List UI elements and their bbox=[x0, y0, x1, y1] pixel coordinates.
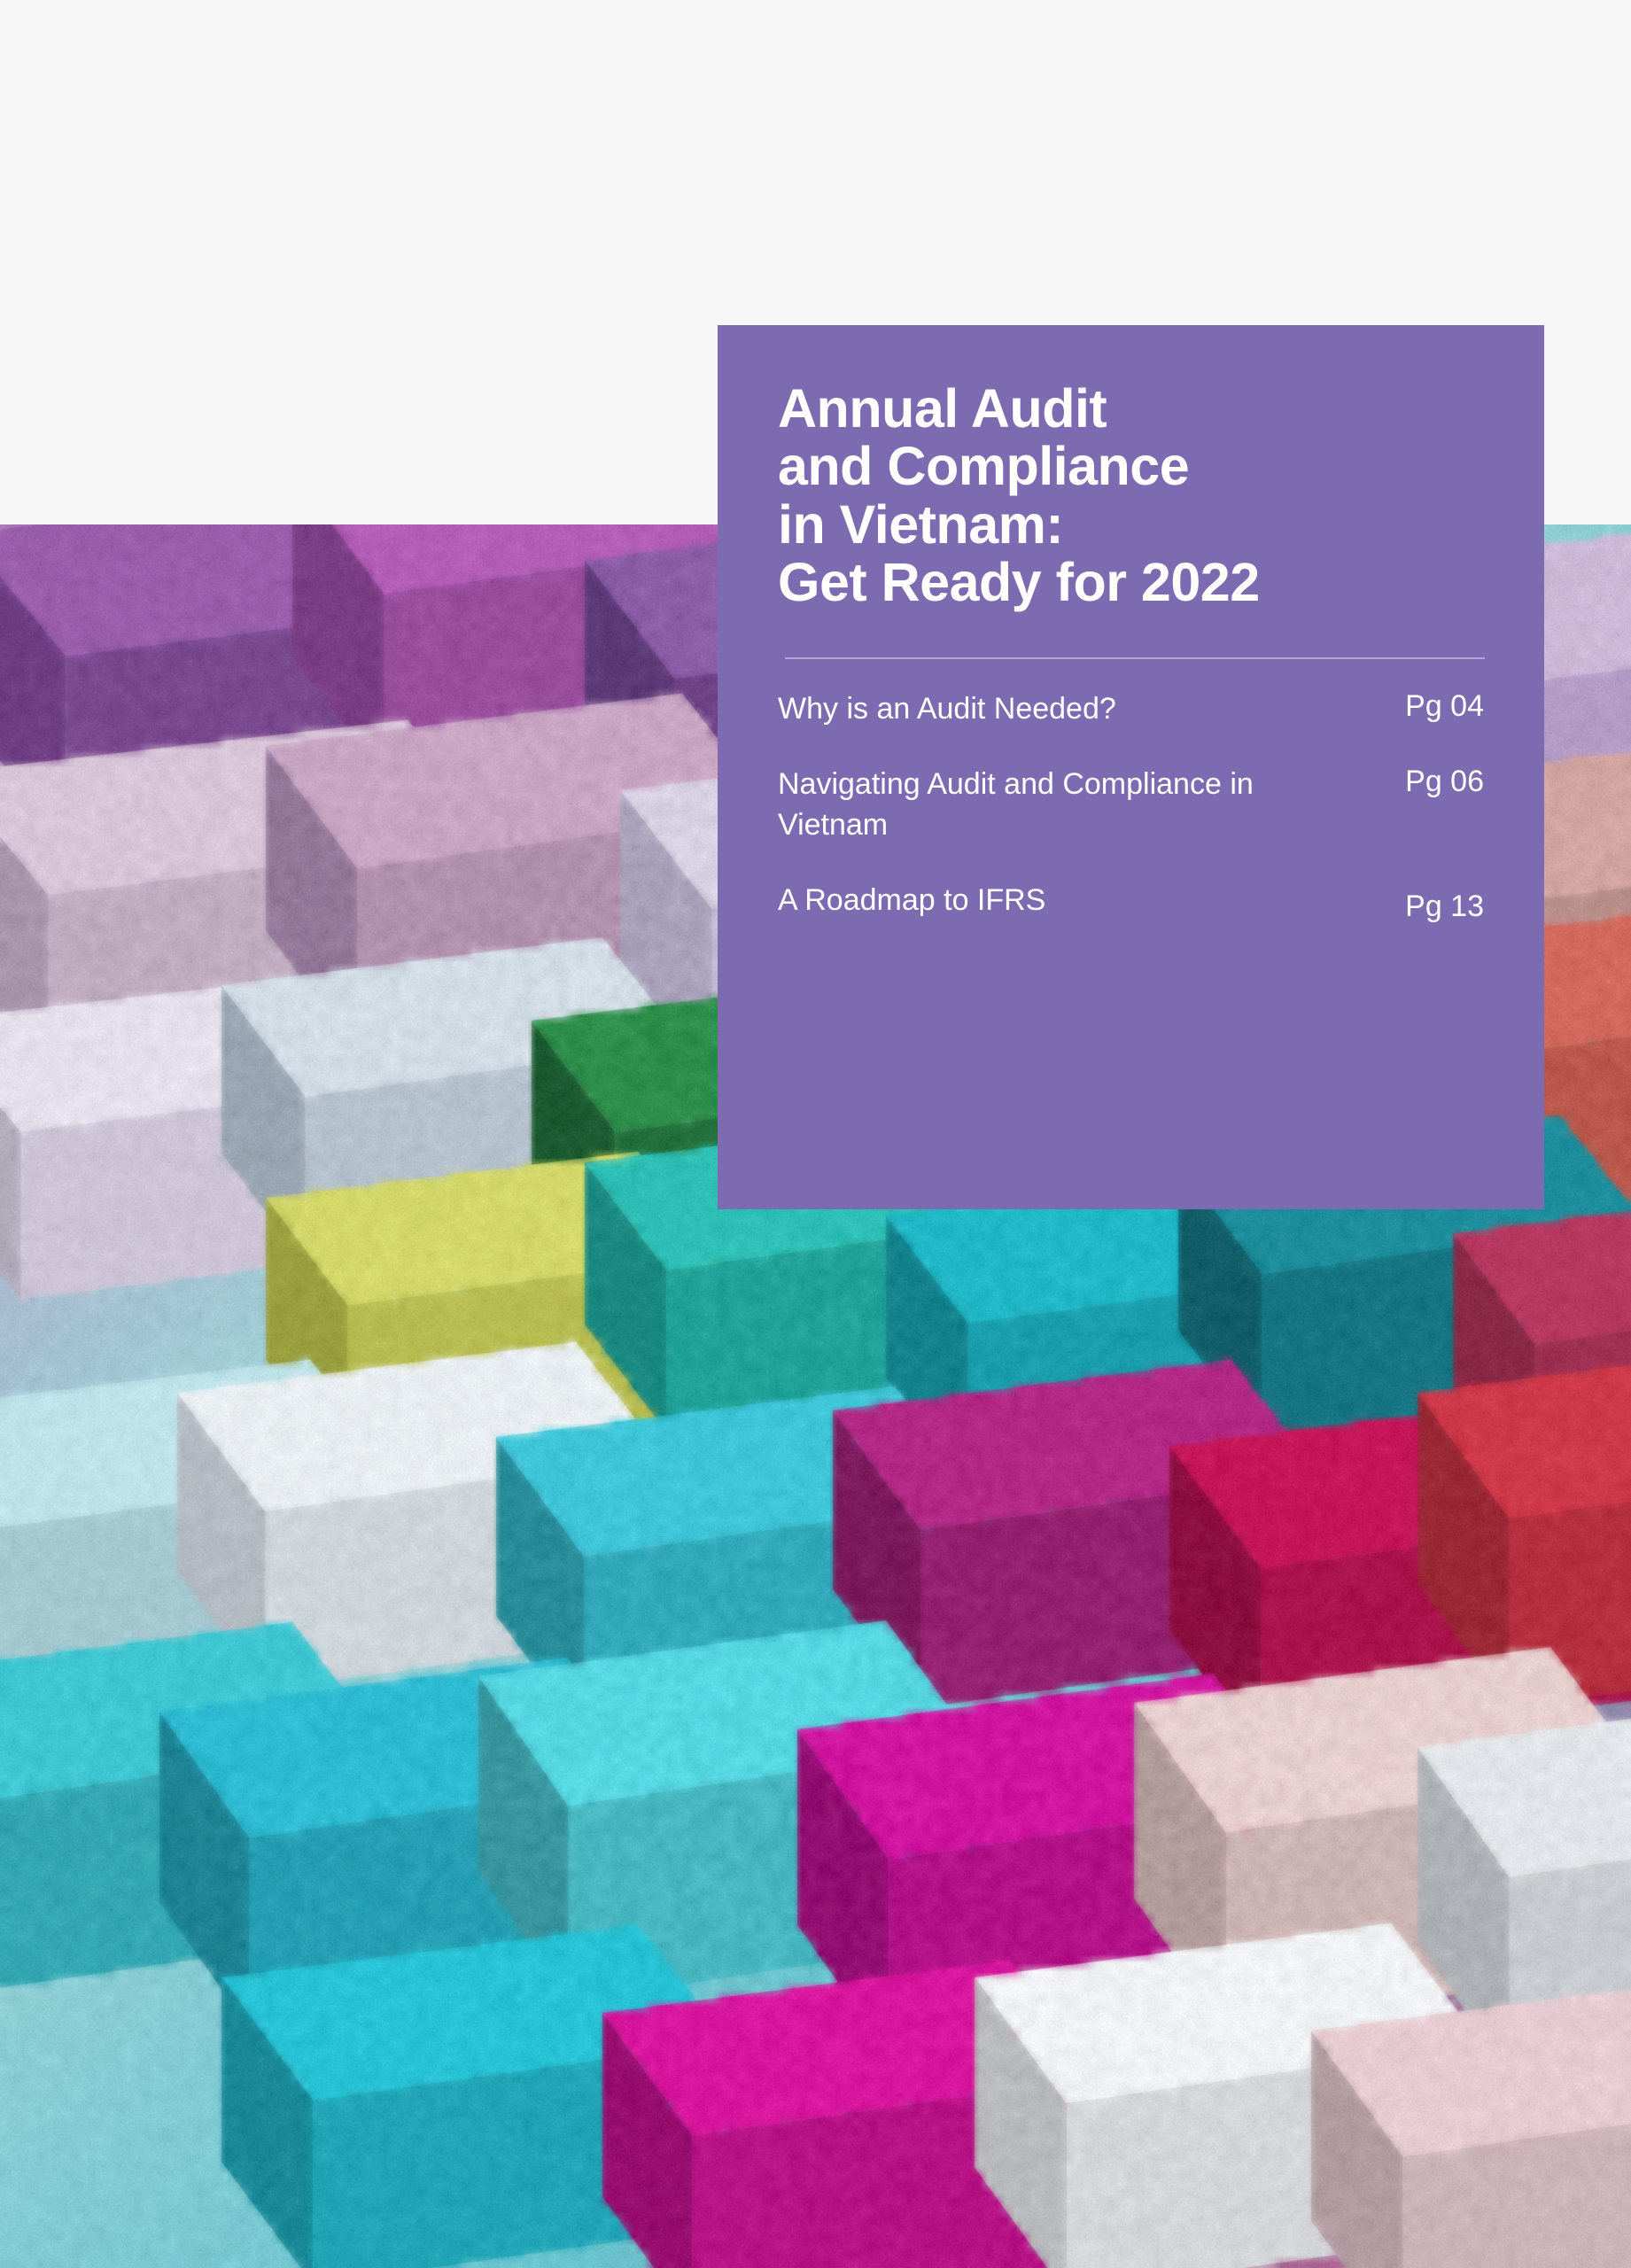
toc-entry[interactable] bbox=[778, 689, 1484, 729]
panel-divider bbox=[785, 657, 1485, 659]
toc-entry-label: Navigating Audit and Compliance in Vietnam bbox=[778, 767, 1254, 842]
cover-title-line-3: in Vietnam: bbox=[778, 493, 1064, 555]
toc-entry-page: Pg 04 bbox=[1405, 689, 1484, 724]
toc-entry[interactable] bbox=[778, 881, 1484, 924]
cover-title-line-2: and Compliance bbox=[778, 436, 1190, 497]
toc-entry-label: Why is an Audit Needed? bbox=[778, 692, 1116, 726]
cover-title bbox=[778, 380, 1484, 611]
toc-entry-page: Pg 13 bbox=[1405, 889, 1484, 923]
table-of-contents bbox=[778, 689, 1484, 924]
toc-entry-label: A Roadmap to IFRS bbox=[778, 882, 1046, 917]
toc-entry-page: Pg 06 bbox=[1405, 765, 1484, 799]
cover-title-line-4: Get Ready for 2022 bbox=[778, 551, 1260, 612]
toc-entry[interactable] bbox=[778, 765, 1484, 844]
cover-title-panel bbox=[718, 325, 1544, 1209]
cover-title-line-1: Annual Audit bbox=[778, 378, 1107, 439]
